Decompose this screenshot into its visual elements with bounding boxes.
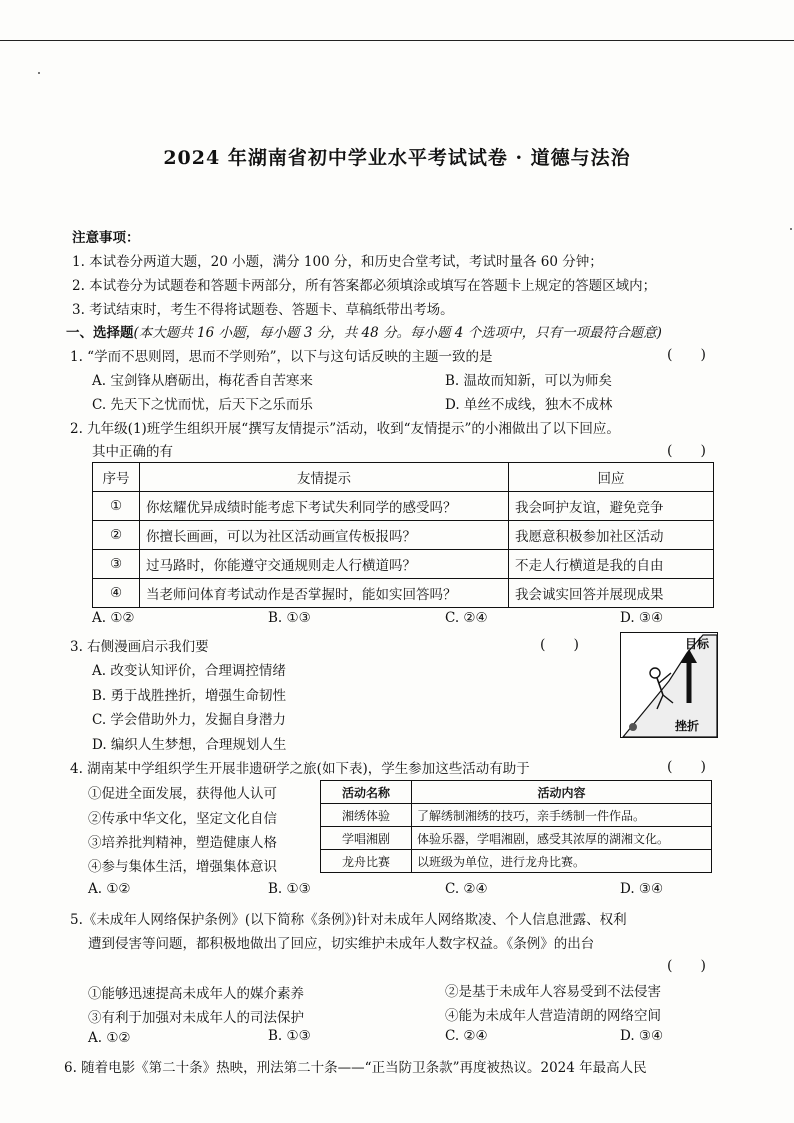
q5-option-d: D. ③④ [620,1028,664,1044]
q5-stem-line2: 遭到侵害等问题，都积极地做出了回应，切实维护未成年人数字权益。《条例》的出台 [88,936,595,952]
q5-statement-2: ②是基于未成年人容易受到不法侵害 [445,984,661,1000]
table-header-row [321,781,712,804]
table-cell: ④ [93,579,140,608]
q4-answer-paren: ( ) [667,759,706,775]
table-cell: 了解绣制湘绣的技巧，亲手绣制一件作品。 [412,804,712,827]
table-header-row [93,463,714,492]
q5-option-b: B. ①③ [268,1028,311,1044]
q3-option-b: B. 勇于战胜挫折，增强生命韧性 [92,688,287,704]
header-cell: 回应 [509,463,714,492]
q2-option-c: C. ②④ [445,610,488,626]
table-row [93,550,714,579]
q2-stem-line2: 其中正确的有 [92,444,173,460]
q1-option-c: C. 先天下之忧而忧，后天下之乐而乐 [92,397,313,413]
q4-stem: 4. 湖南某中学组织学生开展非遗研学之旅(如下表)，学生参加这些活动有助于 [70,761,530,777]
q2-stem-line1: 2. 九年级(1)班学生组织开展“撰写友情提示”活动，收到“友情提示”的小湘做出了以下回应。 [70,421,620,437]
table-cell: 体验乐器，学唱湘剧，感受其浓厚的湖湘文化。 [412,827,712,850]
notice-heading: 注意事项： [72,230,140,246]
q2-answer-paren: ( ) [667,443,706,459]
scan-speck [38,72,40,74]
table-cell: 过马路时，你能遵守交通规则走人行横道吗？ [140,550,509,579]
q4-statement-4: ④参与集体生活，增强集体意识 [88,859,277,875]
q5-statement-3: ③有利于加强对未成年人的司法保护 [88,1010,304,1026]
q4-option-c: C. ②④ [445,881,488,897]
table-row [321,804,712,827]
q4-table [320,780,712,873]
paper-title: 2024 年湖南省初中学业水平考试试卷 · 道德与法治 [163,147,631,169]
q6-stem: 6. 随着电影《第二十条》热映，刑法第二十条——“正当防卫条款”再度被热议。2024 年最高人民 [64,1060,647,1076]
q3-option-a: A. 改变认知评价，合理调控情绪 [92,663,286,679]
q1-option-a: A. 宝剑锋从磨砺出，梅花香自苦寒来 [92,373,313,389]
section-note: (本大题共 16 小题，每小题 3 分，共 48 分。每小题 4 个选项中，只有一项最符合题意) [133,325,662,341]
table-cell: 我会诚实回答并展现成果 [509,579,714,608]
cartoon-setback-label: 挫折 [675,719,700,733]
table-row [93,492,714,521]
section-label: 一、选择题 [66,325,134,341]
table-cell: 我愿意积极参加社区活动 [509,521,714,550]
table-cell: 我会呵护友谊，避免竞争 [509,492,714,521]
table-cell: 当老师问体育考试动作是否掌握时，能如实回答吗？ [140,579,509,608]
header-rule [0,40,794,41]
table-cell: 不走人行横道是我的自由 [509,550,714,579]
q4-option-b: B. ①③ [268,881,311,897]
notice-item-3: 3. 考试结束时，考生不得将试题卷、答题卡、草稿纸带出考场。 [72,302,454,318]
q3-stem: 3. 右侧漫画启示我们要 [70,639,209,655]
q3-option-d: D. 编织人生梦想，合理规划人生 [92,737,287,753]
q5-statement-1: ①能够迅速提高未成年人的媒介素养 [88,986,304,1002]
table-cell: ③ [93,550,140,579]
q4-option-d: D. ③④ [620,881,664,897]
q3-option-c: C. 学会借助外力，发掘自身潜力 [92,712,286,728]
section-heading [66,321,662,341]
table-row [93,579,714,608]
q2-option-d: D. ③④ [620,610,664,626]
q5-statement-4: ④能为未成年人营造清朗的网络空间 [445,1008,661,1024]
q5-answer-paren: ( ) [667,958,706,974]
table-cell: 你擅长画画，可以为社区活动画宣传板报吗？ [140,521,509,550]
q1-stem: 1. “学而不思则罔，思而不学则殆”，以下与这句话反映的主题一致的是 [70,349,493,365]
table-cell: ① [93,492,140,521]
q2-table [92,462,714,608]
q1-option-d: D. 单丝不成线，独木不成林 [445,397,613,413]
table-cell: 湘绣体验 [321,804,412,827]
cartoon-goal-label: 目标 [685,637,710,651]
table-cell: 以班级为单位，进行龙舟比赛。 [412,850,712,873]
notice-item-1: 1. 本试卷分两道大题，20 小题，满分 100 分，和历史合堂考试，考试时量各 60 分钟； [72,254,603,270]
q5-option-a: A. ①② [88,1030,131,1046]
q4-statement-3: ③培养批判精神，塑造健康人格 [88,835,277,851]
q3-answer-paren: ( ) [540,637,579,653]
header-cell: 序号 [93,463,140,492]
table-cell: 你炫耀优异成绩时能考虑下考试失利同学的感受吗？ [140,492,509,521]
table-row [321,827,712,850]
table-row [93,521,714,550]
table-cell: 龙舟比赛 [321,850,412,873]
header-cell: 活动内容 [412,781,712,804]
q5-stem-line1: 5.《未成年人网络保护条例》(以下简称《条例》)针对未成年人网络欺凌、个人信息泄露、权利 [70,912,627,928]
q3-cartoon [620,632,718,738]
q1-answer-paren: ( ) [667,347,706,363]
q1-option-b: B. 温故而知新，可以为师矣 [445,373,613,389]
q2-option-a: A. ①② [92,610,135,626]
q4-statement-1: ①促进全面发展，获得他人认可 [88,786,277,802]
header-cell: 活动名称 [321,781,412,804]
notice-item-2: 2. 本试卷分为试题卷和答题卡两部分，所有答案都必须填涂或填写在答题卡上规定的答题区域内； [72,278,657,294]
q5-option-c: C. ②④ [445,1028,488,1044]
table-cell: ② [93,521,140,550]
table-cell: 学唱湘剧 [321,827,412,850]
header-cell: 友情提示 [140,463,509,492]
table-row [321,850,712,873]
q2-option-b: B. ①③ [268,610,311,626]
q4-option-a: A. ①② [88,881,131,897]
scan-speck [790,228,792,230]
q4-statement-2: ②传承中华文化，坚定文化自信 [88,811,277,827]
